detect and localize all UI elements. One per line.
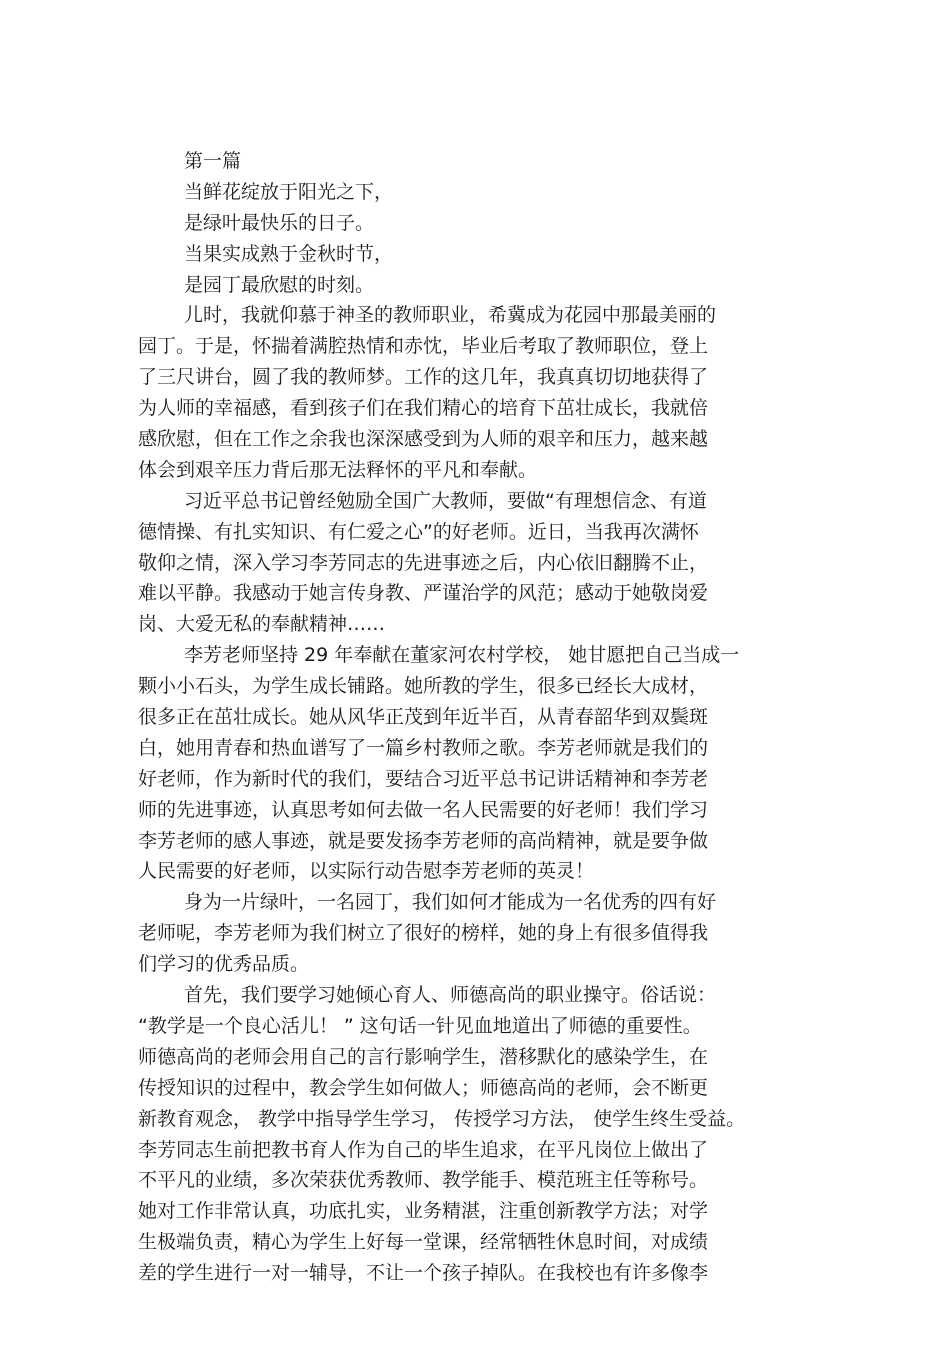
- text-line: 体会到艰辛压力背后那无法释怀的平凡和奉献。: [138, 458, 538, 481]
- text-line: 新教育观念， 教学中指导学生学习， 传授学习方法， 使学生终生受益。: [138, 1107, 746, 1130]
- text-line: 差的学生进行一对一辅导，不让一个孩子掉队。在我校也有许多像李: [138, 1262, 709, 1285]
- text-line: 感欣慰，但在工作之余我也深深感受到为人师的艰辛和压力，越来越: [138, 428, 709, 451]
- text-line: 为人师的幸福感，看到孩子们在我们精心的培育下茁壮成长，我就倍: [138, 397, 709, 420]
- text-line: 很多正在茁壮成长。她从风华正茂到年近半百，从青春韶华到双鬓斑: [138, 706, 709, 729]
- text-line: 李芳老师坚持 29 年奉献在董家河农村学校， 她甘愿把自己当成一: [184, 644, 740, 667]
- text-line: 不平凡的业绩，多次荣获优秀教师、教学能手、模范班主任等称号。: [138, 1169, 709, 1192]
- text-line: 岗、大爱无私的奉献精神……: [138, 613, 386, 636]
- text-line: 儿时，我就仰慕于神圣的教师职业，希冀成为花园中那最美丽的: [184, 304, 717, 327]
- text-line: 敬仰之情，深入学习李芳同志的先进事迹之后，内心依旧翻腾不止，: [138, 551, 709, 574]
- text-line: 是园丁最欣慰的时刻。: [184, 273, 375, 296]
- text-line: 了三尺讲台，圆了我的教师梦。工作的这几年，我真真切切地获得了: [138, 366, 709, 389]
- text-line: 白，她用青春和热血谱写了一篇乡村教师之歌。李芳老师就是我们的: [138, 736, 709, 759]
- text-line: 当鲜花绽放于阳光之下，: [184, 180, 394, 203]
- text-line: 身为一片绿叶，一名园丁，我们如何才能成为一名优秀的四有好: [184, 891, 717, 914]
- text-line: 老师呢，李芳老师为我们树立了很好的榜样，她的身上有很多值得我: [138, 922, 709, 945]
- text-line: 是绿叶最快乐的日子。: [184, 211, 375, 234]
- text-line: 首先，我们要学习她倾心育人、师德高尚的职业操守。俗话说：: [184, 984, 717, 1007]
- text-line: 李芳老师的感人事迹，就是要发扬李芳老师的高尚精神，就是要争做: [138, 829, 709, 852]
- text-line: 人民需要的好老师，以实际行动告慰李芳老师的英灵！: [138, 860, 595, 883]
- text-line: 德情操、有扎实知识、有仁爱之心”的好老师。近日，当我再次满怀: [138, 520, 699, 543]
- text-line: 第一篇: [184, 150, 242, 172]
- text-line: 园丁。于是，怀揣着满腔热情和赤忱，毕业后考取了教师职位，登上: [138, 335, 709, 358]
- document-body: [138, 146, 818, 1289]
- text-line: 传授知识的过程中，教会学生如何做人；师德高尚的老师，会不断更: [138, 1076, 709, 1099]
- text-line: 师的先进事迹，认真思考如何去做一名人民需要的好老师！我们学习: [138, 798, 709, 821]
- text-line: “教学是一个良心活儿！ ” 这句话一针见血地道出了师德的重要性。: [138, 1014, 702, 1037]
- text-line: 当果实成熟于金秋时节，: [184, 242, 394, 265]
- text-line: 好老师，作为新时代的我们，要结合习近平总书记讲话精神和李芳老: [138, 767, 709, 790]
- text-line: 难以平静。我感动于她言传身教、严谨治学的风范；感动于她敬岗爱: [138, 582, 709, 605]
- text-line: 颗小小石头，为学生成长铺路。她所教的学生，很多已经长大成材，: [138, 675, 709, 698]
- text-line: 李芳同志生前把教书育人作为自己的毕生追求，在平凡岗位上做出了: [138, 1138, 709, 1161]
- text-line: 师德高尚的老师会用自己的言行影响学生，潜移默化的感染学生，在: [138, 1045, 709, 1068]
- text-line: 生极端负责，精心为学生上好每一堂课，经常牺牲休息时间，对成绩: [138, 1231, 709, 1254]
- text-line: 她对工作非常认真，功底扎实，业务精湛，注重创新教学方法；对学: [138, 1200, 709, 1223]
- text-line: 习近平总书记曾经勉励全国广大教师，要做“有理想信念、有道: [184, 489, 707, 512]
- text-line: 们学习的优秀品质。: [138, 953, 310, 976]
